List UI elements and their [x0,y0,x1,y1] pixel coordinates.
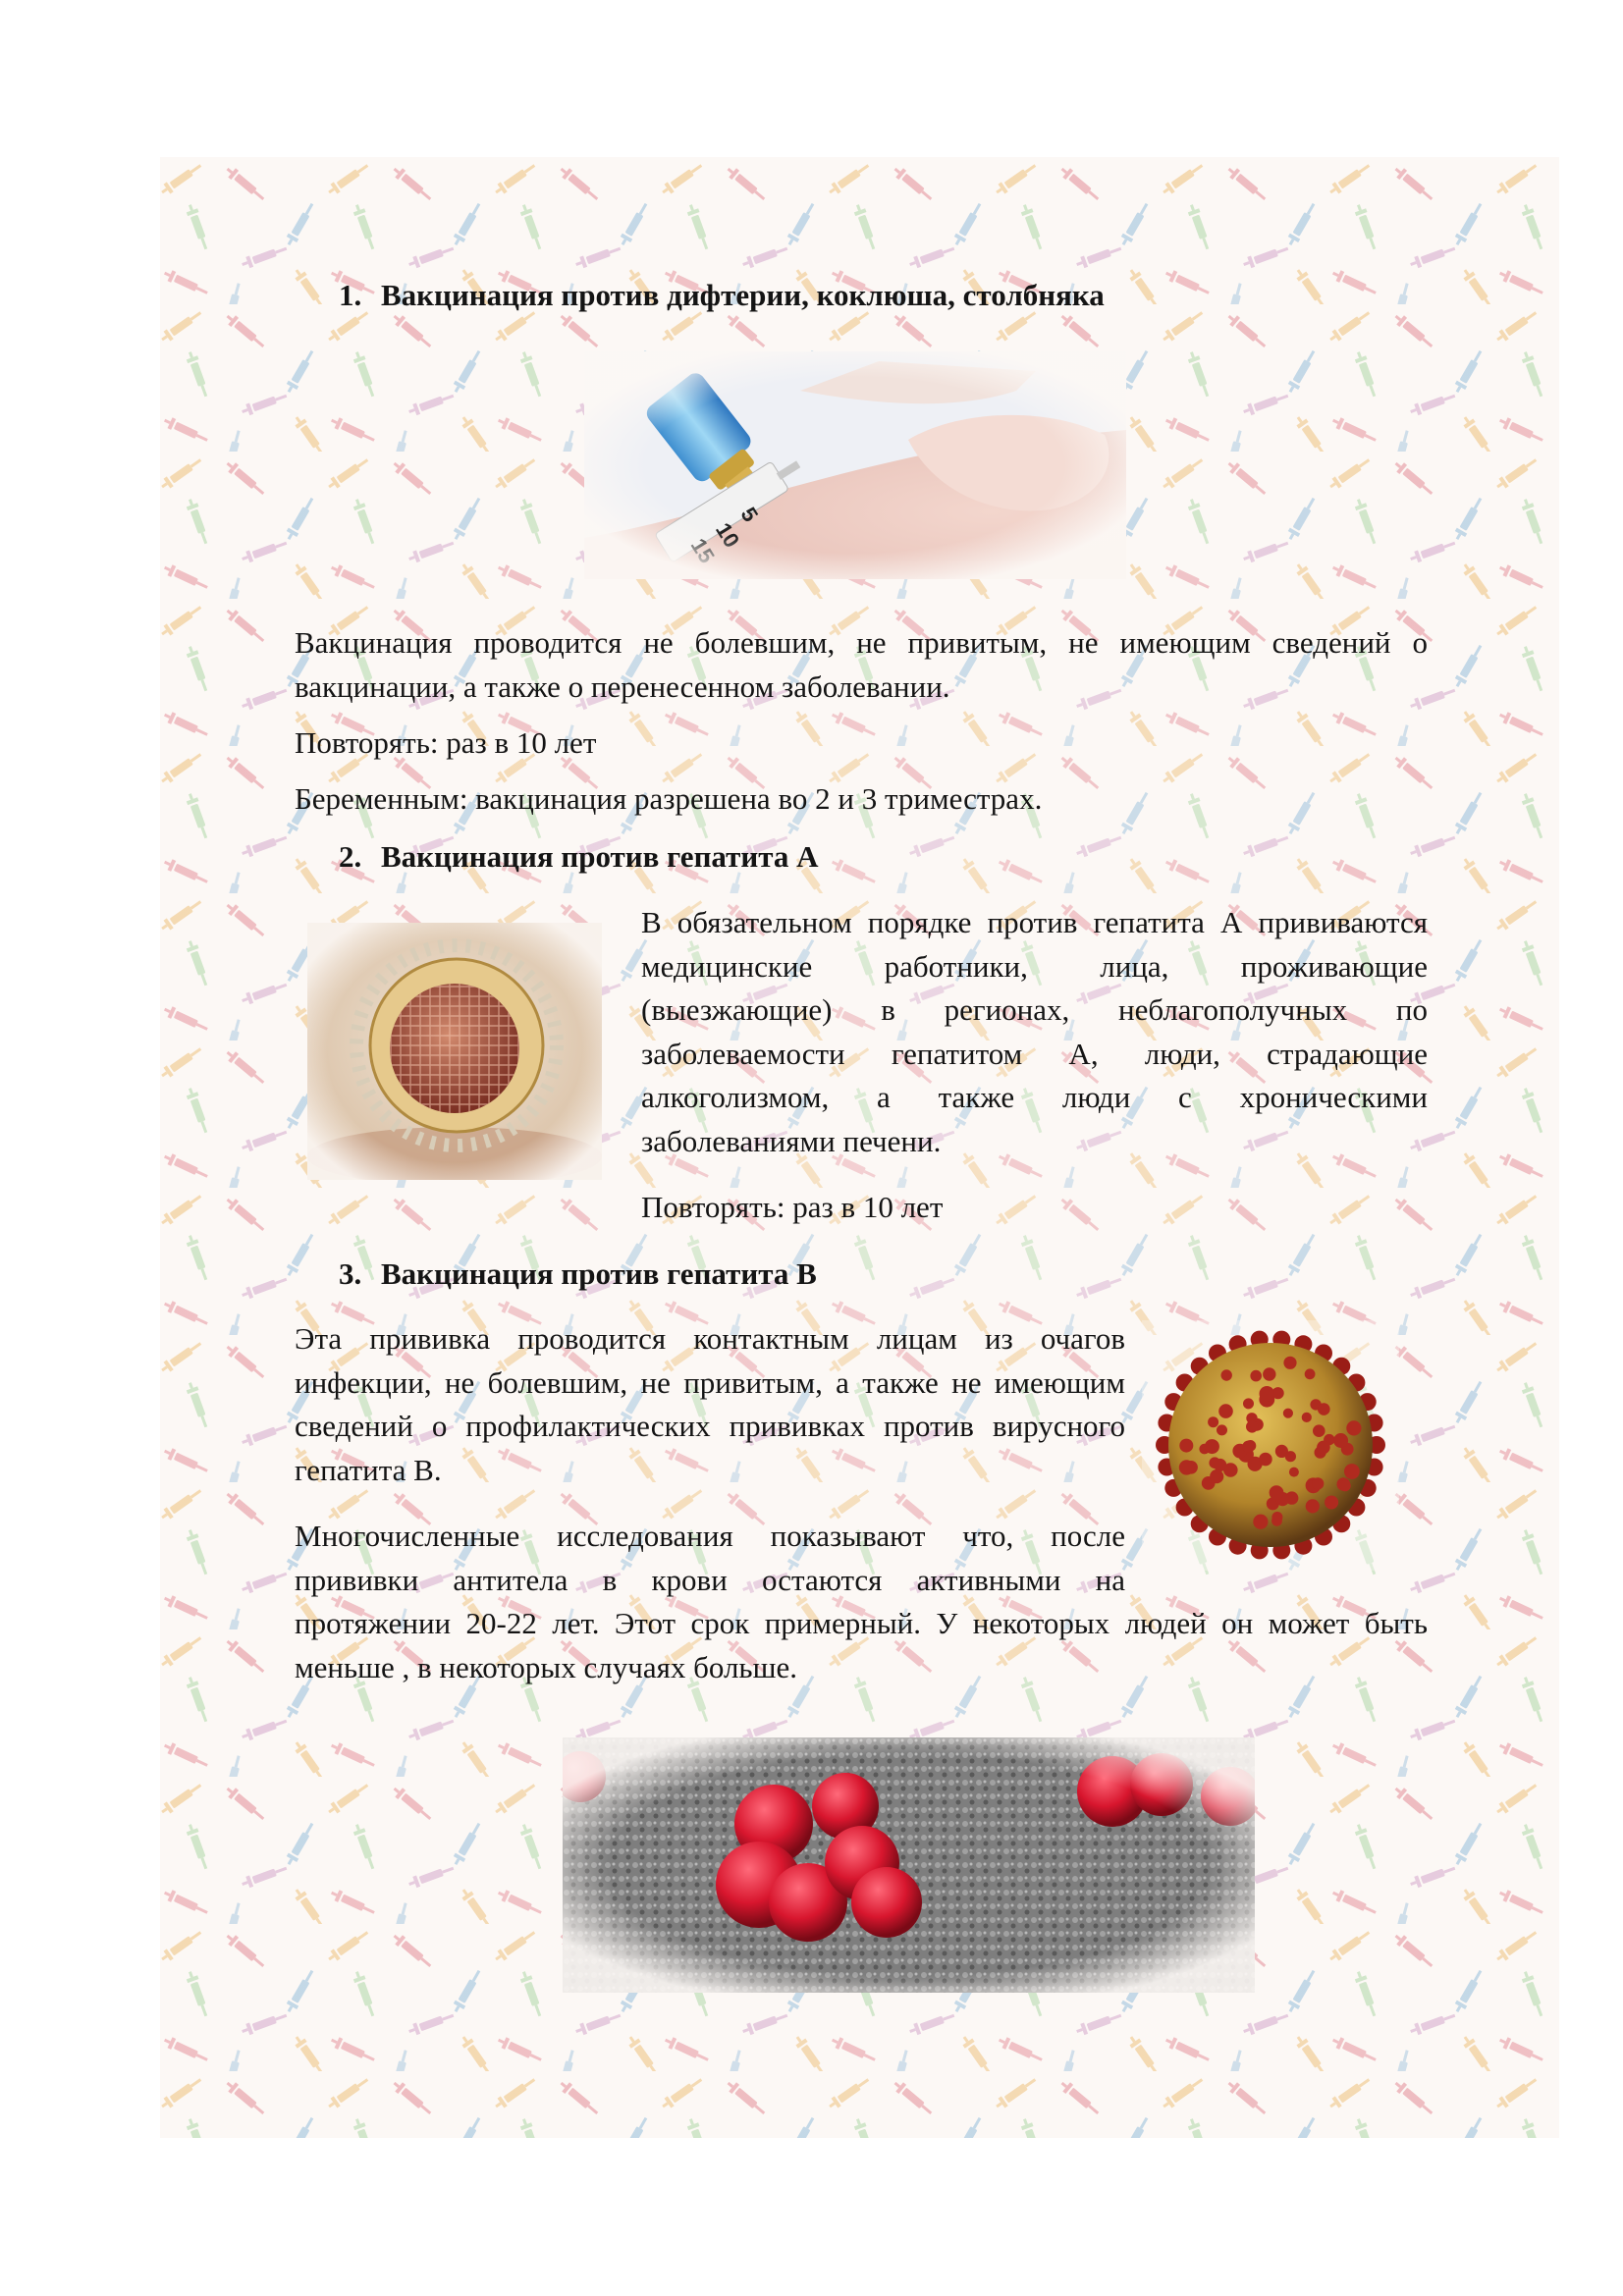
hepatitis-b-virus-photo [1142,1320,1399,1571]
section-1-paragraph-1: Вакцинация проводится не болевшим, не привитым, не имеющим сведений о вакцинации, а также о перенесенном заболевании. [295,625,1428,704]
section-2-paragraph-2: Повторять: раз в 10 лет [641,1190,944,1224]
syringe-vial-photo [584,351,1126,579]
section-3-number: 3. [339,1256,362,1291]
section-3-heading [339,1255,817,1294]
leaflet-page [160,157,1559,2138]
section-1-heading [339,276,1105,315]
red-bacteria-photo [563,1737,1255,1993]
section-3-paragraph-1: Эта прививка проводится контактным лицам из очагов инфекции, не болевшим, не привитым, а также не имеющим сведений о профилактических прививках против вирусного гепатита В. [295,1321,1125,1487]
section-2-paragraph-1: В обязательном порядке против гепатита А прививаются медицинские работники, лица, проживающие (выезжающие) в регионах, неблагополучных по заболеваемости гепатитом А, люди, страдающие алкоголизмом, а также люди с хроническими заболеваниями печени. [641,905,1428,1158]
section-1-paragraph-2: Повторять: раз в 10 лет [295,725,597,760]
section-1-paragraph-3: Беременным: вакцинация разрешена во 2 и 3 триместрах. [295,781,1043,816]
section-3-paragraph-3: протяжении 20-22 лет. Этот срок примерный. У некоторых людей он может быть меньше , в некоторых случаях больше. [295,1606,1428,1684]
section-2-title: Вакцинация против гепатита А [381,839,819,874]
section-3-paragraph-2: Многочисленные исследования показывают что, после прививки антитела в крови остаются активными на [295,1519,1125,1597]
section-2-number: 2. [339,839,362,874]
section-1-title: Вакцинация против дифтерии, коклюша, столбняка [381,278,1105,312]
section-2-heading [339,837,818,877]
section-3-title: Вакцинация против гепатита В [381,1256,817,1291]
section-1-number: 1. [339,278,362,312]
hepatitis-a-virus-photo [307,923,602,1180]
